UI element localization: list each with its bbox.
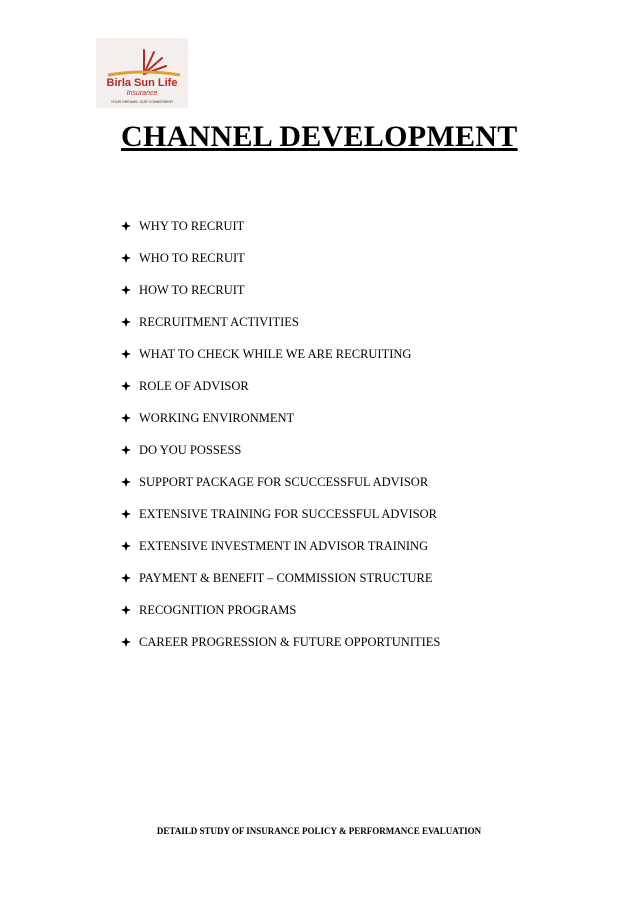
diamond-bullet-icon	[121, 573, 139, 583]
list-item	[121, 562, 440, 594]
list-item-label: DO YOU POSSESS	[139, 442, 242, 457]
diamond-bullet-icon	[121, 509, 139, 519]
list-item-label: EXTENSIVE INVESTMENT IN ADVISOR TRAINING	[139, 538, 429, 553]
list-item	[121, 594, 440, 626]
diamond-bullet-icon	[121, 381, 139, 391]
diamond-bullet-icon	[121, 413, 139, 423]
company-logo	[96, 38, 188, 108]
logo-tagline-text: YOUR DREAMS. OUR COMMITMENT	[110, 100, 174, 104]
list-item	[121, 242, 440, 274]
list-item	[121, 498, 440, 530]
list-item	[121, 306, 440, 338]
diamond-bullet-icon	[121, 317, 139, 327]
list-item-label: PAYMENT & BENEFIT – COMMISSION STRUCTURE	[139, 570, 433, 585]
list-item	[121, 434, 440, 466]
list-item-label: WHO TO RECRUIT	[139, 250, 245, 265]
list-item	[121, 466, 440, 498]
list-item	[121, 626, 440, 658]
diamond-bullet-icon	[121, 477, 139, 487]
diamond-bullet-icon	[121, 221, 139, 231]
diamond-bullet-icon	[121, 445, 139, 455]
diamond-bullet-icon	[121, 541, 139, 551]
diamond-bullet-icon	[121, 253, 139, 263]
list-item	[121, 210, 440, 242]
topic-list	[121, 210, 440, 658]
diamond-bullet-icon	[121, 605, 139, 615]
list-item-label: WHAT TO CHECK WHILE WE ARE RECRUITING	[139, 346, 412, 361]
list-item-label: ROLE OF ADVISOR	[139, 378, 249, 393]
page-footer: DETAILD STUDY OF INSURANCE POLICY & PERFORMANCE EVALUATION	[156, 826, 482, 836]
page-title: CHANNEL DEVELOPMENT	[121, 120, 518, 153]
list-item-label: EXTENSIVE TRAINING FOR SUCCESSFUL ADVISOR	[139, 506, 437, 521]
list-item-label: CAREER PROGRESSION & FUTURE OPPORTUNITIES	[139, 634, 441, 649]
list-item-label: RECOGNITION PROGRAMS	[139, 602, 297, 617]
list-item-label: HOW TO RECRUIT	[139, 282, 245, 297]
list-item	[121, 274, 440, 306]
list-item	[121, 338, 440, 370]
list-item-label: WORKING ENVIRONMENT	[139, 410, 295, 425]
list-item	[121, 402, 440, 434]
list-item-label: SUPPORT PACKAGE FOR SCUCCESSFUL ADVISOR	[139, 474, 429, 489]
list-item-label: RECRUITMENT ACTIVITIES	[139, 314, 299, 329]
logo-brand-text: Birla Sun Life	[106, 77, 178, 89]
list-item	[121, 530, 440, 562]
diamond-bullet-icon	[121, 349, 139, 359]
list-item-label: WHY TO RECRUIT	[139, 218, 245, 233]
diamond-bullet-icon	[121, 285, 139, 295]
logo-sub-text: Insurance	[126, 90, 158, 97]
diamond-bullet-icon	[121, 637, 139, 647]
list-item	[121, 370, 440, 402]
